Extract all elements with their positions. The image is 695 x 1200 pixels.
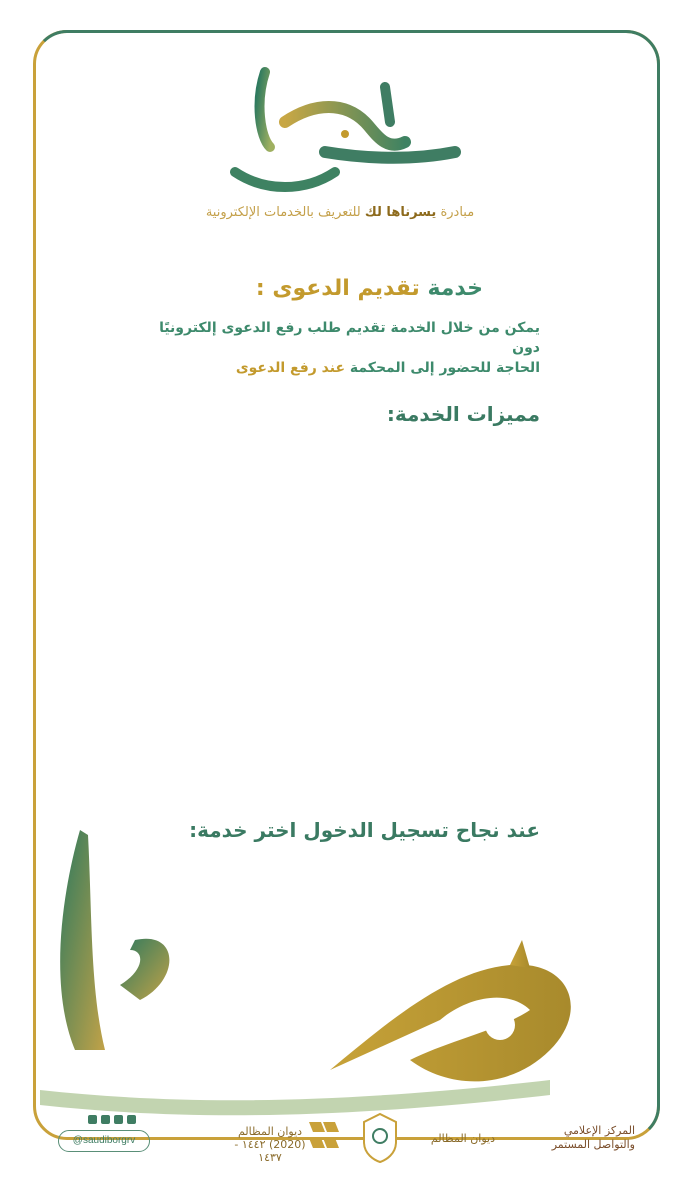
youtube-icon[interactable] [127,1115,136,1124]
snapchat-icon[interactable] [101,1115,110,1124]
media-center-label: المركز الإعلامي والتواصل المستمر [551,1124,635,1151]
twitter-icon[interactable] [114,1115,123,1124]
logo-wordmark [225,62,475,207]
social-icons [88,1115,148,1127]
description-line-2: الحاجة للحضور إلى المحكمة عند رفع الدعوى [235,360,540,376]
instagram-icon[interactable] [88,1115,97,1124]
grievances-board-name: ديوان المظالم [430,1132,495,1145]
logo-tagline: مبادرة يسرناها لك للتعريف بالخدمات الإلكترونية [205,205,475,220]
login-heading: عند نجاح تسجيل الدخول اختر خدمة: [189,818,540,842]
decorative-calligraphy [30,820,590,1120]
service-description [140,318,540,378]
initiative-logo-icon [305,1118,341,1158]
description-line-1: يمكن من خلال الخدمة تقديم طلب رفع الدعوى إلكترونيًا دون [159,320,540,356]
social-handle[interactable]: @saudiborgrv [58,1130,150,1152]
service-title: خدمة تقديم الدعوى : [255,276,483,301]
features-heading: مميزات الخدمة: [386,402,540,426]
year-text: ديوان المظالم (2020) ١٤٤٢ - ١٤٣٧ [234,1125,306,1164]
